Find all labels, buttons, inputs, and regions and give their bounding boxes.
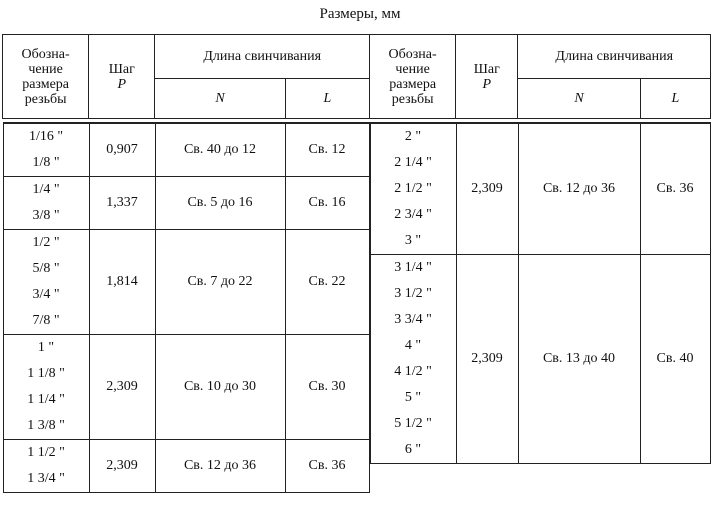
table-row [3,335,369,440]
length-l-cell: Св. 16 [285,177,369,230]
table-row [3,440,369,493]
thread-size-cell [370,124,456,255]
thread-size-cell [3,335,89,440]
thread-size: 3/8 " [32,208,60,223]
table-row [3,230,369,335]
table-caption: Размеры, мм [319,6,401,22]
header-pitch-left: Шаг P [89,35,155,119]
thread-size: 5 " [404,390,422,405]
thread-size: 1/16 " [28,129,64,144]
thread-size: 6 " [404,442,422,457]
right-body [370,123,711,464]
pitch-cell: 2,309 [89,440,155,493]
table-row [3,124,369,177]
pitch-cell: 1,337 [89,177,155,230]
thread-size: 5 1/2 " [394,416,432,431]
length-l-cell: Св. 36 [285,440,369,493]
header-l-left: L [285,79,369,119]
thread-size: 1 3/4 " [27,471,65,486]
table-row [3,177,369,230]
pitch-cell: 2,309 [89,335,155,440]
thread-size: 2 1/4 " [394,155,432,170]
thread-size: 1/4 " [32,182,60,197]
thread-size: 1 " [37,340,55,355]
header-n-right: N [518,79,640,119]
header-designation-left: Обозна- чение размера резьбы [3,35,89,119]
length-l-cell: Св. 40 [640,255,710,464]
thread-size: 5/8 " [32,261,60,276]
length-n-cell: Св. 5 до 16 [155,177,285,230]
thread-size: 1/2 " [32,235,60,250]
pitch-cell: 1,814 [89,230,155,335]
thread-size-cell [370,255,456,464]
length-n-cell: Св. 13 до 40 [518,255,640,464]
thread-size-cell [3,124,89,177]
thread-size: 4 1/2 " [394,364,432,379]
pitch-cell: 2,309 [456,255,518,464]
length-l-cell: Св. 30 [285,335,369,440]
thread-size: 3/4 " [32,287,60,302]
thread-size: 3 " [404,233,422,248]
table-row [370,124,710,255]
length-n-cell: Св. 40 до 12 [155,124,285,177]
thread-size: 3 1/4 " [394,260,432,275]
thread-size: 3 3/4 " [394,312,432,327]
left-body [3,123,370,493]
thread-size: 4 " [404,338,422,353]
thread-dimensions-table [2,34,711,493]
header-length-left: Длина свинчивания [155,35,370,79]
thread-size: 2 " [404,129,422,144]
thread-size-cell [3,177,89,230]
header-n-left: N [155,79,285,119]
length-l-cell: Св. 12 [285,124,369,177]
thread-size-cell [3,440,89,493]
thread-size: 1 1/4 " [27,392,65,407]
length-n-cell: Св. 12 до 36 [518,124,640,255]
header-l-right: L [640,79,710,119]
table-row [370,255,710,464]
length-l-cell: Св. 22 [285,230,369,335]
header-length-right: Длина свинчивания [518,35,711,79]
length-n-cell: Св. 10 до 30 [155,335,285,440]
thread-size: 2 1/2 " [394,181,432,196]
pitch-cell: 0,907 [89,124,155,177]
thread-size: 1 1/2 " [27,445,65,460]
thread-size: 1/8 " [32,155,60,170]
length-n-cell: Св. 12 до 36 [155,440,285,493]
pitch-cell: 2,309 [456,124,518,255]
thread-size: 1 1/8 " [27,366,65,381]
length-n-cell: Св. 7 до 22 [155,230,285,335]
header-designation-right: Обозна- чение размера резьбы [370,35,456,119]
thread-size-cell [3,230,89,335]
length-l-cell: Св. 36 [640,124,710,255]
thread-size: 7/8 " [32,313,60,328]
thread-size: 1 3/8 " [27,418,65,433]
thread-size: 2 3/4 " [394,207,432,222]
header-pitch-right: Шаг P [456,35,518,119]
thread-size: 3 1/2 " [394,286,432,301]
